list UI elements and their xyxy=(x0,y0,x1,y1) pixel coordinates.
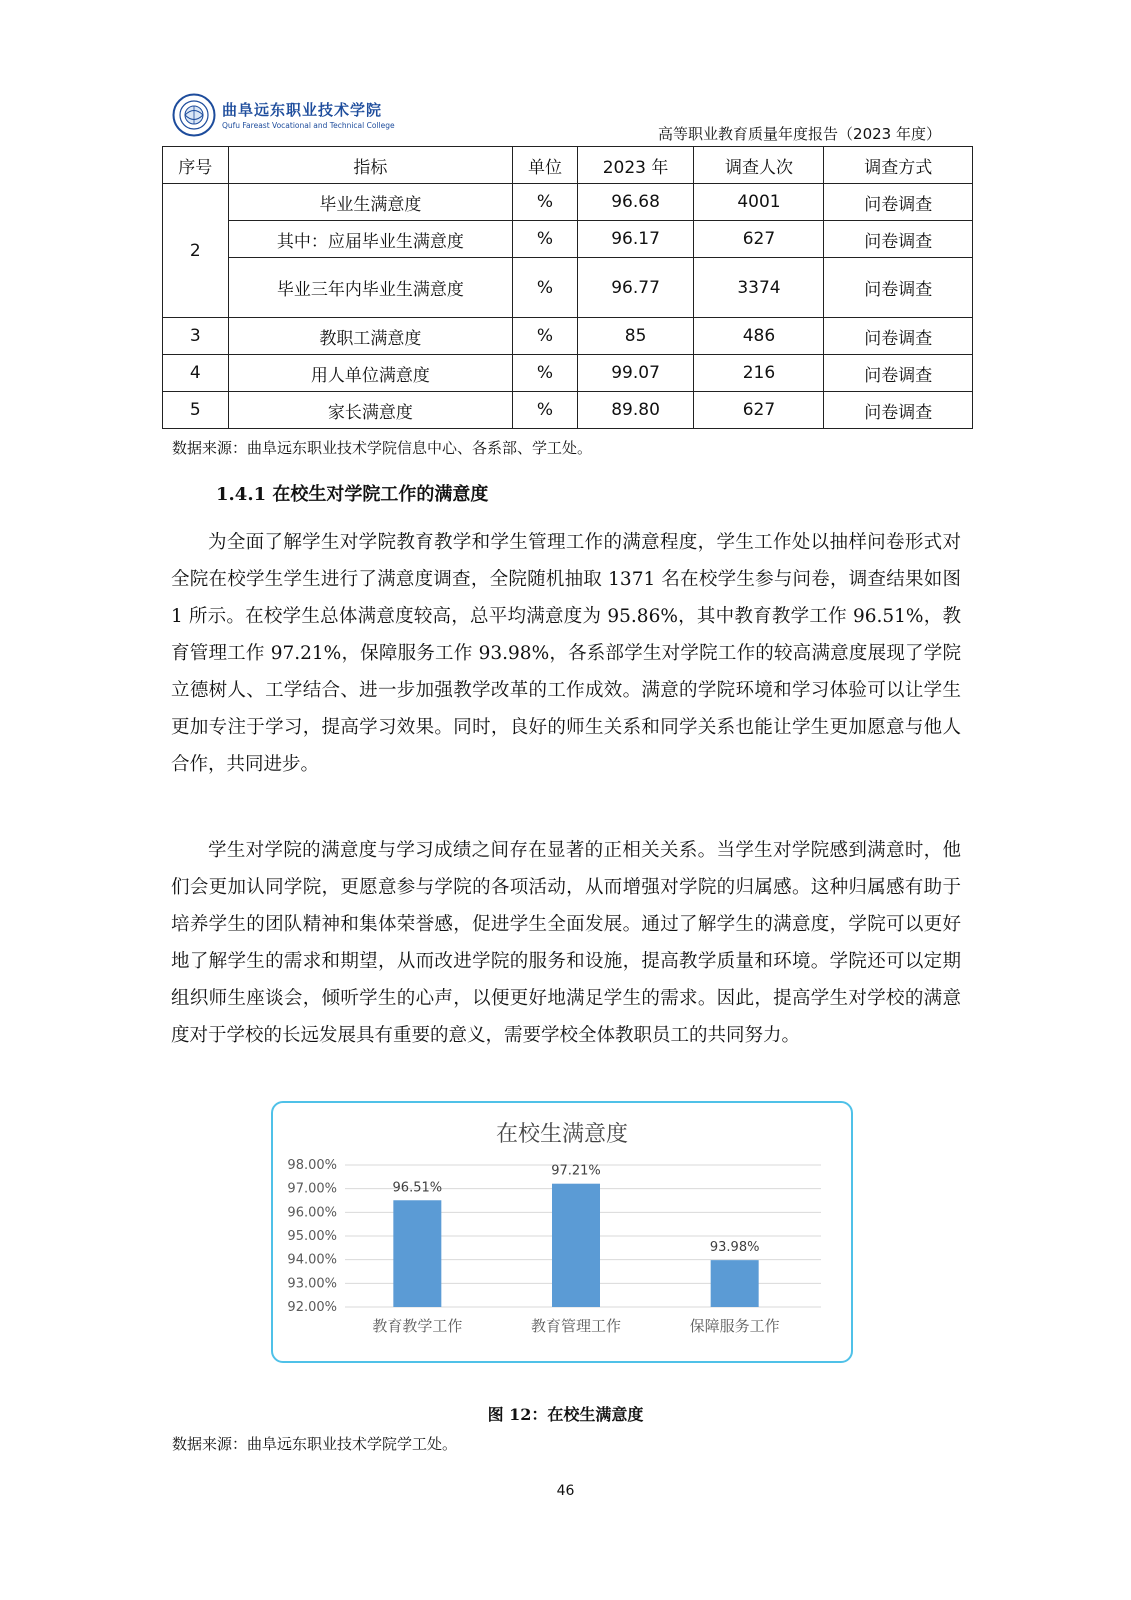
figure-caption: 图 12：在校生满意度 xyxy=(487,1405,644,1424)
y-tick-label: 94.00% xyxy=(287,1252,337,1268)
bar xyxy=(393,1200,441,1307)
row-indicator: 毕业生满意度 xyxy=(228,184,513,221)
header-count: 调查人次 xyxy=(694,147,824,184)
table-row xyxy=(163,258,973,318)
header-method: 调查方式 xyxy=(824,147,973,184)
table-source-note: 数据来源：曲阜远东职业技术学院信息中心、各系部、学工处。 xyxy=(172,439,593,457)
table-header-row xyxy=(163,147,973,184)
header-index: 序号 xyxy=(163,147,229,184)
row-method: 问卷调查 xyxy=(824,184,973,221)
row-method: 问卷调查 xyxy=(824,355,973,392)
table-row xyxy=(163,392,973,429)
data-label: 97.21% xyxy=(551,1163,601,1179)
row-count: 216 xyxy=(694,355,824,392)
row-unit: % xyxy=(513,392,578,429)
y-tick-label: 98.00% xyxy=(287,1158,337,1173)
row-indicator: 毕业三年内毕业生满意度 xyxy=(228,258,513,318)
bar xyxy=(552,1184,600,1307)
table-row xyxy=(163,318,973,355)
y-tick-label: 93.00% xyxy=(287,1276,337,1292)
section-heading: 1.4.1 在校生对学院工作的满意度 xyxy=(216,484,489,505)
body-paragraph: 学生对学院的满意度与学习成绩之间存在显著的正相关关系。当学生对学院感到满意时，他们会更加认同学院，更愿意参与学院的各项活动，从而增强对学院的归属感。这种归属感有助于培养学生的团队精神和集体荣誉感，促进学生全面发展。通过了解学生的满意度，学院可以更好地了解学生的需求和期望，从而改进学院的服务和设施，提高教学质量和环境。学院还可以定期组织师生座谈会，倾听学生的心声，以便更好地满足学生的需求。因此，提高学生对学校的满意度对于学校的长远发展具有重要的意义，需要学校全体教职员工的共同努力。 xyxy=(171,840,961,1046)
header-year: 2023 年 xyxy=(577,147,694,184)
row-unit: % xyxy=(513,221,578,258)
row-unit: % xyxy=(513,184,578,221)
row-index: 4 xyxy=(163,355,229,392)
row-value: 99.07 xyxy=(577,355,694,392)
row-count: 627 xyxy=(694,221,824,258)
x-tick-label: 保障服务工作 xyxy=(689,1317,780,1335)
figure-source-note: 数据来源：曲阜远东职业技术学院学工处。 xyxy=(172,1435,458,1453)
college-seal-icon xyxy=(172,93,216,137)
y-tick-label: 96.00% xyxy=(287,1205,337,1221)
row-count: 4001 xyxy=(694,184,824,221)
header-indicator: 指标 xyxy=(228,147,513,184)
row-indicator: 家长满意度 xyxy=(228,392,513,429)
row-method: 问卷调查 xyxy=(824,392,973,429)
row-unit: % xyxy=(513,258,578,318)
college-name-en: Qufu Fareast Vocational and Technical College xyxy=(222,121,395,130)
row-index: 2 xyxy=(163,184,229,318)
y-tick-label: 92.00% xyxy=(287,1300,337,1315)
header-unit: 单位 xyxy=(513,147,578,184)
table-row xyxy=(163,221,973,258)
row-value: 96.17 xyxy=(577,221,694,258)
row-count: 627 xyxy=(694,392,824,429)
x-tick-label: 教育管理工作 xyxy=(530,1317,622,1335)
row-method: 问卷调查 xyxy=(824,318,973,355)
bar xyxy=(711,1260,759,1307)
row-unit: % xyxy=(513,318,578,355)
row-value: 96.68 xyxy=(577,184,694,221)
page-number: 46 xyxy=(556,1483,575,1499)
row-index: 5 xyxy=(163,392,229,429)
report-title: 高等职业教育质量年度报告（2023 年度） xyxy=(658,125,941,143)
row-method: 问卷调查 xyxy=(824,258,973,318)
row-value: 89.80 xyxy=(577,392,694,429)
college-name-cn: 曲阜远东职业技术学院 xyxy=(222,101,383,119)
body-paragraph: 为全面了解学生对学院教育教学和学生管理工作的满意程度，学生工作处以抽样问卷形式对全院在校学生学生进行了满意度调查，全院随机抽取 1371 名在校学生参与问卷，调查结果如图 1 所示。在校学生总体满意度较高，总平均满意度为 95.86%，其中教育教学工作 96.51%，教育管理工作 97.21%，保障服务工作 93.98%，各系部学生对学院工作的较高满意度展现了学院立德树人、工学结合、进一步加强教学改革的工作成效。满意的学院环境和学习体验可以让学生更加专注于学习，提高学习效果。同时，良好的师生关系和同学关系也能让学生更加愿意与他人合作，共同进步。 xyxy=(171,532,961,775)
row-count: 486 xyxy=(694,318,824,355)
table-row xyxy=(163,184,973,221)
chart-title: 在校生满意度 xyxy=(495,1122,628,1147)
row-value: 85 xyxy=(577,318,694,355)
row-count: 3374 xyxy=(694,258,824,318)
x-tick-label: 教育教学工作 xyxy=(372,1317,463,1335)
chart-plot xyxy=(273,1103,850,1360)
y-tick-label: 95.00% xyxy=(287,1229,337,1244)
row-index: 3 xyxy=(163,318,229,355)
row-indicator: 教职工满意度 xyxy=(228,318,513,355)
row-method: 问卷调查 xyxy=(824,221,973,258)
data-label: 93.98% xyxy=(709,1240,760,1256)
satisfaction-chart xyxy=(271,1101,853,1363)
y-tick-label: 97.00% xyxy=(287,1181,337,1197)
row-unit: % xyxy=(513,355,578,392)
row-indicator: 用人单位满意度 xyxy=(228,355,513,392)
row-indicator: 其中：应届毕业生满意度 xyxy=(228,221,513,258)
data-label: 96.51% xyxy=(392,1180,443,1196)
table-row xyxy=(163,355,973,392)
college-logo xyxy=(172,93,422,139)
row-value: 96.77 xyxy=(577,258,694,318)
satisfaction-table xyxy=(162,146,973,429)
